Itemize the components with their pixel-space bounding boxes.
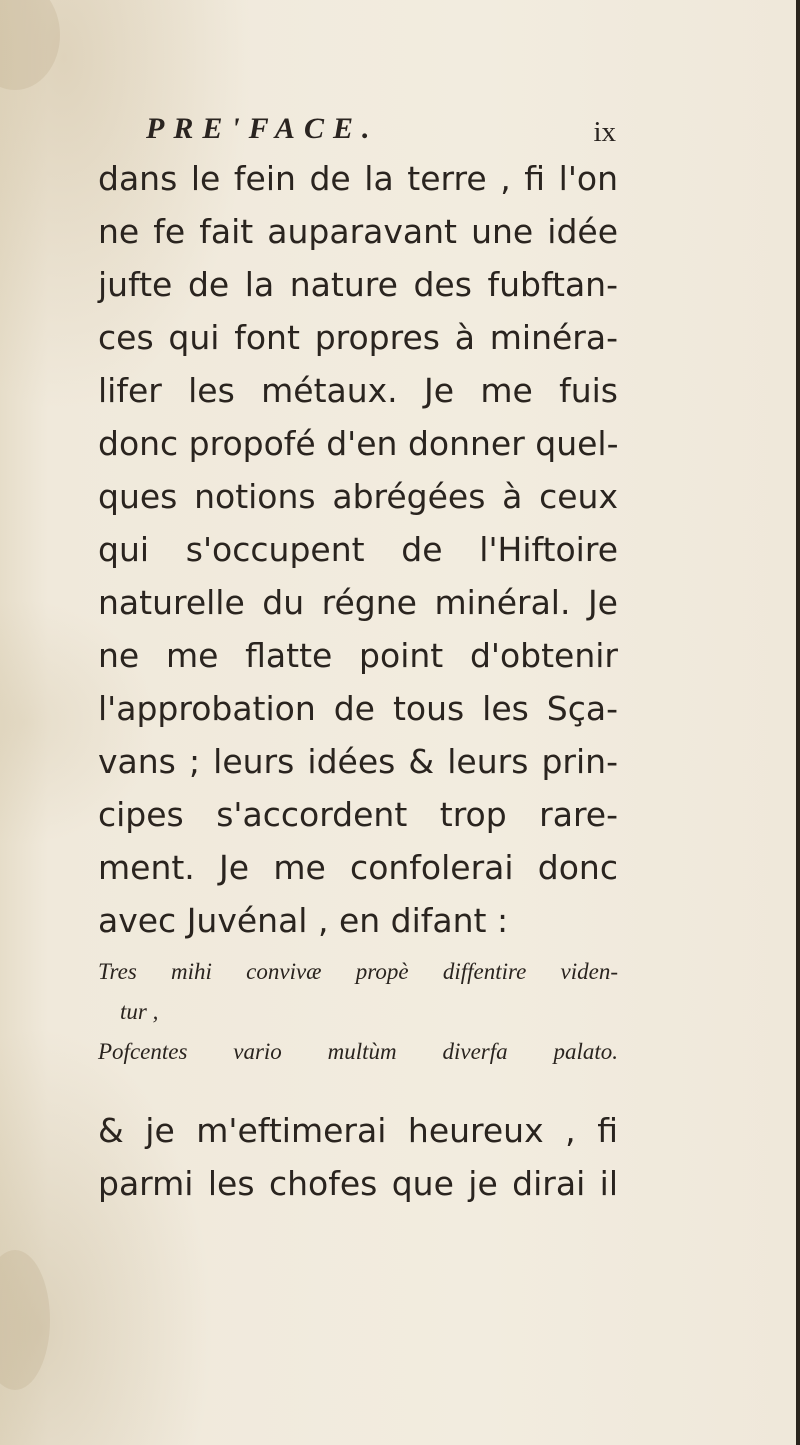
verse-line: Tres mihi convivæ propè diffentire viden- bbox=[98, 959, 618, 984]
foxing-stain bbox=[0, 0, 60, 90]
text-line: qui s'occupent de l'Hiftoire bbox=[98, 530, 618, 569]
text-line: naturelle du régne minéral. Je bbox=[98, 583, 618, 622]
text-line: donc propofé d'en donner quel- bbox=[98, 424, 619, 463]
text-line: vans ; leurs idées & leurs prin- bbox=[98, 742, 618, 781]
text-line: lifer les métaux. Je me fuis bbox=[98, 371, 618, 410]
page-edge bbox=[796, 0, 800, 1445]
text-line: ne fe fait auparavant une idée bbox=[98, 212, 618, 251]
page-number: ix bbox=[593, 116, 616, 148]
text-line: l'approbation de tous les Sça- bbox=[98, 689, 618, 728]
verse-line: Pofcentes vario multùm diverfa palato. bbox=[98, 1039, 618, 1064]
text-line: ment. Je me confolerai donc bbox=[98, 848, 618, 887]
text-line: jufte de la nature des fubftan- bbox=[98, 265, 618, 304]
verse-line: tur , bbox=[120, 999, 159, 1024]
text-line: & je m'eftimerai heureux , fi bbox=[98, 1111, 618, 1150]
text-line: avec Juvénal , en difant : bbox=[98, 901, 509, 940]
text-line: ques notions abrégées à ceux bbox=[98, 477, 618, 516]
closing-paragraph bbox=[98, 1104, 618, 1210]
foxing-stain bbox=[0, 1250, 50, 1390]
latin-quotation bbox=[98, 952, 618, 1072]
text-line: dans le fein de la terre , fi l'on bbox=[98, 159, 618, 198]
body-paragraph bbox=[98, 152, 618, 947]
running-title: PRE'FACE. bbox=[146, 112, 379, 145]
text-line: parmi les chofes que je dirai il bbox=[98, 1164, 618, 1203]
text-line: ne me flatte point d'obtenir bbox=[98, 636, 618, 675]
text-line: cipes s'accordent trop rare- bbox=[98, 795, 618, 834]
text-line: ces qui font propres à minéra- bbox=[98, 318, 618, 357]
